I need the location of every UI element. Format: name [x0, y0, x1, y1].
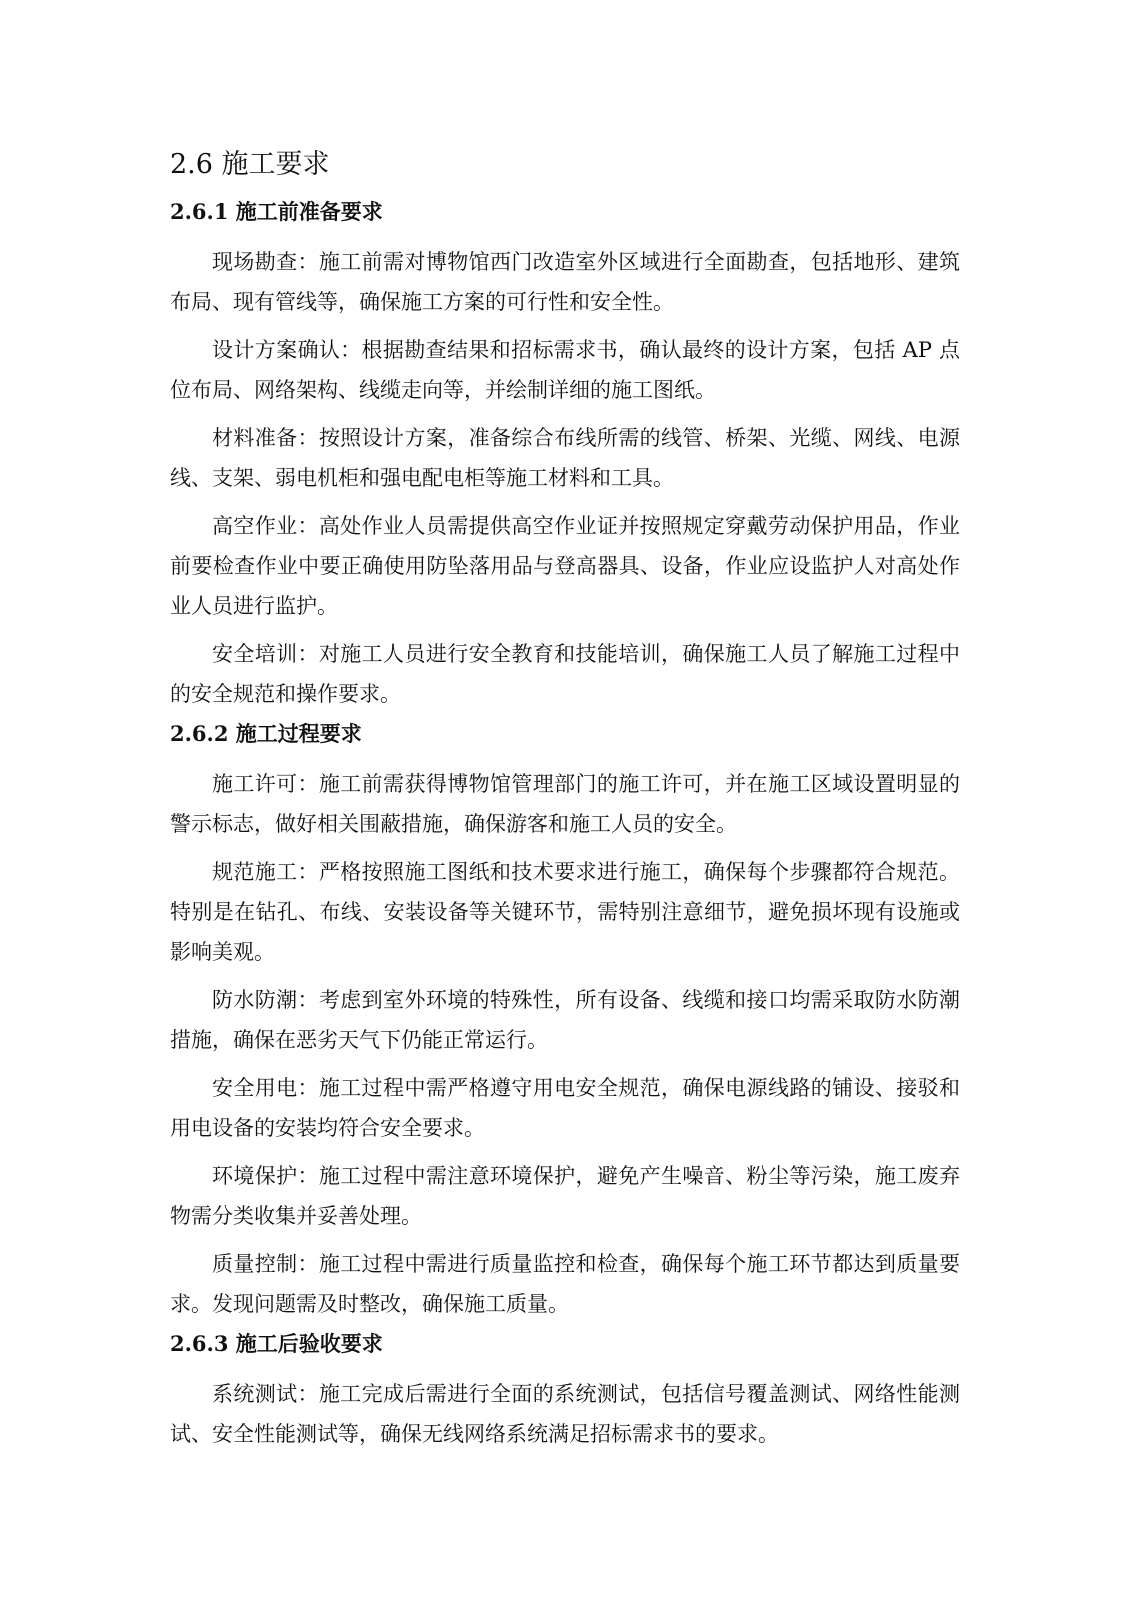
paragraph: 现场勘查：施工前需对博物馆西门改造室外区域进行全面勘查，包括地形、建筑布局、现有管线等，确保施工方案的可行性和安全性。 [170, 250, 960, 314]
document-body [170, 140, 960, 1454]
paragraph: 安全培训：对施工人员进行安全教育和技能培训，确保施工人员了解施工过程中的安全规范和操作要求。 [170, 642, 960, 706]
subsection-heading: 2.6.2 施工过程要求 [170, 721, 362, 746]
paragraph: 施工许可：施工前需获得博物馆管理部门的施工许可，并在施工区域设置明显的警示标志，做好相关围蔽措施，确保游客和施工人员的安全。 [170, 772, 960, 836]
paragraph: 防水防潮：考虑到室外环境的特殊性，所有设备、线缆和接口均需采取防水防潮措施，确保在恶劣天气下仍能正常运行。 [170, 988, 960, 1052]
paragraph: 质量控制：施工过程中需进行质量监控和检查，确保每个施工环节都达到质量要求。发现问题需及时整改，确保施工质量。 [170, 1252, 960, 1316]
paragraph: 高空作业：高处作业人员需提供高空作业证并按照规定穿戴劳动保护用品，作业前要检查作业中要正确使用防坠落用品与登高器具、设备，作业应设监护人对高处作业人员进行监护。 [170, 514, 960, 618]
paragraph: 安全用电：施工过程中需严格遵守用电安全规范，确保电源线路的铺设、接驳和用电设备的安装均符合安全要求。 [170, 1076, 960, 1140]
paragraph: 规范施工：严格按照施工图纸和技术要求进行施工，确保每个步骤都符合规范。特别是在钻孔、布线、安装设备等关键环节，需特别注意细节，避免损坏现有设施或影响美观。 [170, 860, 960, 964]
paragraph: 材料准备：按照设计方案，准备综合布线所需的线管、桥架、光缆、网线、电源线、支架、弱电机柜和强电配电柜等施工材料和工具。 [170, 426, 960, 490]
paragraph: 环境保护：施工过程中需注意环境保护，避免产生噪音、粉尘等污染，施工废弃物需分类收集并妥善处理。 [170, 1164, 960, 1228]
subsection-heading: 2.6.3 施工后验收要求 [170, 1331, 383, 1356]
paragraph: 系统测试：施工完成后需进行全面的系统测试，包括信号覆盖测试、网络性能测试、安全性能测试等，确保无线网络系统满足招标需求书的要求。 [170, 1382, 960, 1446]
section-title: 2.6 施工要求 [170, 149, 330, 180]
subsection-heading: 2.6.1 施工前准备要求 [170, 199, 383, 224]
paragraph: 设计方案确认：根据勘查结果和招标需求书，确认最终的设计方案，包括 AP 点位布局、网络架构、线缆走向等，并绘制详细的施工图纸。 [170, 338, 960, 402]
